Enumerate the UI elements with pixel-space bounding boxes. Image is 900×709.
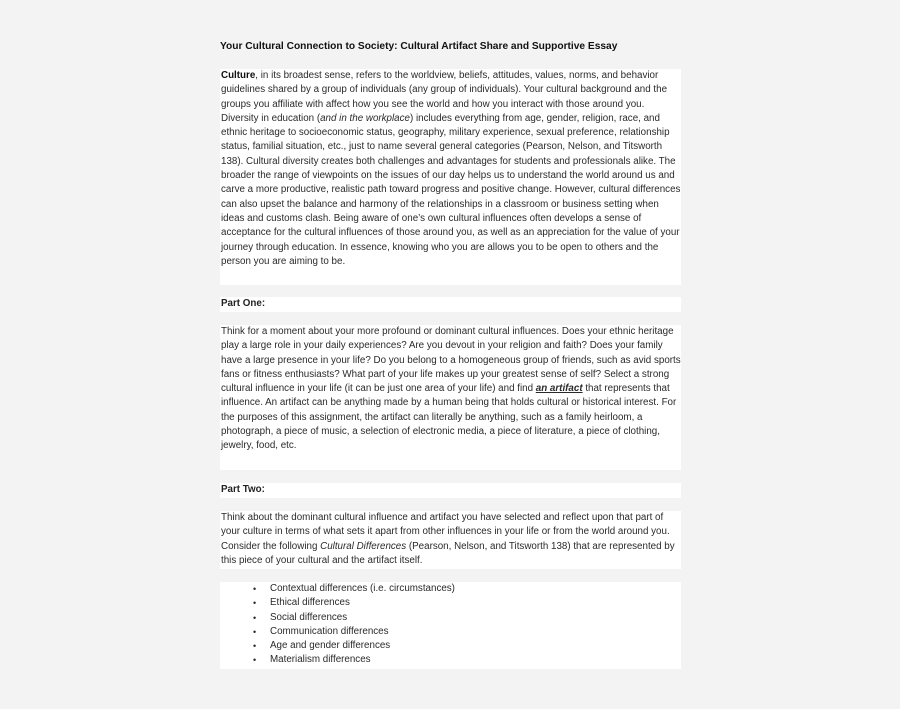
list-item: • Contextual differences (i.e. circumstances) — [220, 582, 681, 596]
intro-italic: and in the workplace — [320, 112, 410, 124]
part-two-text-b: (Pearson, Nelson, and Titsworth 138) that are represented by this piece of your cultural and the artifact itself. — [221, 540, 675, 566]
bullet-icon: • — [253, 584, 257, 594]
cultural-differences-italic: Cultural Differences — [320, 540, 407, 552]
intro-text-a: , in its broadest sense, refers to the worldview, beliefs, attitudes, values, norms, and behavior guidelines shared by a group of individuals (any group of individuals). Your cultural background and the groups you affiliate with affect how you see the world and how you interact with those around you. Diversity in education ( — [221, 70, 668, 124]
intro-text-b: ) includes everything from age, gender, religion, race, and ethnic heritage to socioeconomic status, geography, military experience, sexual preference, relationship status, familial situation, etc., just to name several general categories (Pearson, Nelson, and Titsworth 138). Cultural diversity creates both challenges and advantages for students and professionals alike. The broader the range of viewpoints on the issues of our day helps us to understand the world around us and carve a more productive, realistic path toward progress and positive change. However, cultural differences can also upset the balance and harmony of the relationships in a classroom or business setting when ideas and customs clash. Being aware of one’s own cultural influences often develops a sense of acceptance for the cultural influences of those around you, as well as an appreciation for the value of your journey through education. In essence, knowing who you are allows you to be open to others and the person you are aiming to be. — [221, 112, 681, 267]
differences-list — [220, 582, 681, 669]
part-one-paragraph — [220, 325, 681, 470]
document-title: Your Cultural Connection to Society: Cultural Artifact Share and Supportive Essay — [220, 41, 618, 52]
part-one-text-b: that represents that influence. An artifact can be anything made by a human being that holds cultural or historical interest. For the purposes of this assignment, the artifact can literally be anything, such as a family heirloom, a photograph, a piece of music, a selection of electronic media, a piece of literature, a piece of clothing, jewelry, food, etc. — [221, 383, 677, 452]
list-item: • Communication differences — [220, 625, 681, 639]
part-two-text-a: Think about the dominant cultural influence and artifact you have selected and reflect upon that part of your culture in terms of what sets it apart from other influences in your life or from the world around you. Consider the following — [221, 512, 670, 552]
artifact-emphasis: an artifact — [535, 383, 583, 395]
bullet-icon: • — [253, 641, 257, 652]
bullet-icon: • — [253, 612, 257, 623]
part-one-text-a: Think for a moment about your more profound or dominant cultural influences. Does your ethnic heritage play a large role in your daily experiences? Are you devout in your religion and faith? Does your family have a large presence in your life? Do you belong to a homogeneous group of friends, such as avid sports fans or fitness enthusiasts? What part of your life makes up your greatest sense of self? Select a strong cultural influence in your life (it can be just one area of your life) and find — [221, 326, 681, 395]
bullet-icon: • — [253, 626, 257, 637]
list-item: • Materialism differences — [220, 653, 681, 667]
intro-paragraph — [220, 69, 681, 285]
culture-term: Culture — [221, 70, 256, 81]
part-one-heading: Part One: — [220, 297, 681, 312]
bullet-icon: • — [253, 598, 257, 609]
list-item: • Social differences — [220, 611, 681, 625]
list-item: • Age and gender differences — [220, 639, 681, 653]
part-two-paragraph — [220, 511, 681, 569]
document-page — [220, 0, 682, 709]
list-item: • Ethical differences — [220, 596, 681, 610]
part-two-heading: Part Two: — [220, 483, 681, 498]
bullet-icon: • — [253, 655, 257, 666]
